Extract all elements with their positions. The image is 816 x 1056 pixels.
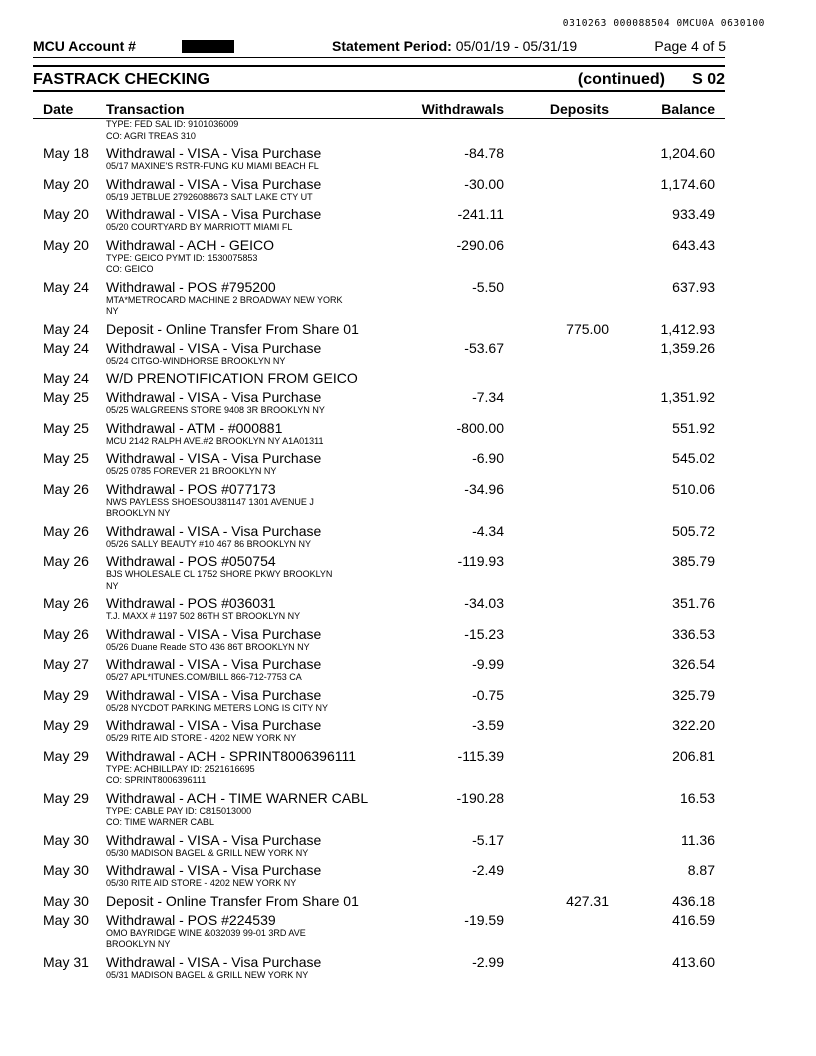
transaction-withdrawal: -800.00 [456,419,504,436]
transaction-description: W/D PRENOTIFICATION FROM GEICO [106,370,358,386]
transaction-withdrawal: -15.23 [464,625,504,642]
transaction-detail-line: 05/24 CITGO-WINDHORSE BROOKLYN NY [106,355,286,366]
transaction-detail-line: 05/26 Duane Reade STO 436 86T BROOKLYN NY [106,641,310,652]
transaction-balance: 1,412.93 [660,320,715,337]
transaction-description: Withdrawal - VISA - Visa Purchase [106,450,322,466]
transaction-date: May 18 [43,145,89,161]
transaction-balance: 1,174.60 [660,175,715,192]
transaction-date: May 29 [43,789,89,806]
transaction-main-line [0,550,816,569]
transaction-row [0,745,816,787]
account-label: MCU Account # [33,38,136,54]
transaction-main-line [0,234,816,253]
transaction-description: Withdrawal - VISA - Visa Purchase [106,717,322,733]
transaction-detail-line: CO: GEICO [106,264,154,274]
transaction-description: Withdrawal - VISA - Visa Purchase [106,389,322,405]
transaction-balance: 206.81 [672,747,715,764]
transaction-row [0,386,816,417]
transaction-date: May 24 [43,320,89,337]
transaction-row [0,829,816,860]
transaction-withdrawal: -241.11 [457,206,504,222]
transaction-detail-line: 05/25 0785 FOREVER 21 BROOKLYN NY [106,466,277,476]
transaction-row [0,653,816,684]
transaction-date: May 27 [43,656,89,672]
transaction-row [0,623,816,654]
transaction-balance: 643.43 [672,236,715,253]
transaction-withdrawal: -19.59 [464,911,504,928]
transaction-main-line [0,337,816,356]
transaction-withdrawal: -0.75 [472,686,504,703]
column-header-balance: Balance [661,101,715,117]
transaction-detail-line: NY [106,580,119,591]
transaction-balance: 11.36 [681,831,715,848]
transaction-row [0,142,816,173]
transaction-description: Withdrawal - VISA - Visa Purchase [106,656,322,672]
transaction-balance: 8.87 [687,862,715,878]
transaction-balance: 1,359.26 [660,339,715,356]
transaction-main-line [0,623,816,642]
transaction-balance: 336.53 [672,625,715,642]
transaction-row [0,787,816,829]
transaction-date: May 26 [43,480,89,497]
transaction-balance: 16.53 [679,789,715,806]
transaction-row [0,478,816,520]
transaction-description: Withdrawal - VISA - Visa Purchase [106,339,322,356]
transaction-withdrawal: -2.99 [472,953,504,970]
transaction-date: May 24 [43,339,89,356]
transaction-row [0,173,816,204]
transaction-detail-line: 05/30 MADISON BAGEL & GRILL NEW YORK NY [106,847,309,858]
transaction-main-line [0,520,816,539]
transaction-detail-line: NWS PAYLESS SHOESOU381147 1301 AVENUE J [106,496,314,507]
transaction-description: Withdrawal - ACH - SPRINT8006396111 [106,747,357,764]
section-code: S 02 [692,71,725,88]
transaction-main-line [0,829,816,848]
transaction-withdrawal: -119.93 [457,553,504,569]
transaction-main-line [0,592,816,611]
transaction-withdrawal: -4.34 [472,522,504,539]
transaction-description: Withdrawal - POS #077173 [106,480,276,497]
transaction-withdrawal: -3.59 [472,717,504,733]
transaction-row [0,550,816,592]
transaction-balance: 351.76 [672,595,715,611]
transaction-detail-line: TYPE: CABLE PAY ID: C815013000 [106,805,252,816]
transaction-withdrawal: -5.17 [472,831,504,848]
transaction-main-line [0,787,816,806]
header-divider [33,57,725,58]
section-top-divider [33,65,725,67]
transaction-withdrawal: -190.28 [456,789,504,806]
transaction-row [0,714,816,745]
transaction-detail-line: BJS WHOLESALE CL 1752 SHORE PKWY BROOKLYN [106,569,333,579]
transaction-deposit: 775.00 [566,320,609,337]
transaction-detail-line: 05/19 JETBLUE 27926088673 SALT LAKE CTY UT [106,191,313,202]
transaction-balance: 637.93 [672,278,715,295]
transaction-detail-line: 05/27 APL*ITUNES.COM/BILL 866-712-7753 CA [106,672,302,682]
transaction-main-line [0,276,816,295]
transaction-balance: 416.59 [672,911,715,928]
transaction-main-line [0,478,816,497]
transaction-detail-line: 05/25 WALGREENS STORE 9408 3R BROOKLYN NY [106,405,325,415]
transaction-row [0,890,816,909]
transaction-row [0,203,816,234]
carryover-detail-line: TYPE: FED SAL ID: 9101036009 [106,119,239,129]
transaction-description: Withdrawal - POS #795200 [106,278,276,295]
transaction-detail-line: 05/26 SALLY BEAUTY #10 467 86 BROOKLYN NY [106,538,311,549]
transaction-detail-line: 05/20 COURTYARD BY MARRIOTT MIAMI FL [106,222,293,232]
transaction-balance: 413.60 [672,953,715,970]
transaction-detail-line: BROOKLYN NY [106,508,171,518]
transaction-row [0,684,816,715]
transaction-balance: 510.06 [672,480,715,497]
transaction-date: May 26 [43,625,89,642]
transaction-withdrawal: -7.34 [472,389,504,405]
transaction-description: Withdrawal - VISA - Visa Purchase [106,175,322,192]
transaction-detail-line: OMO BAYRIDGE WINE &032039 99-01 3RD AVE [106,927,306,938]
transaction-description: Deposit - Online Transfer From Share 01 [106,320,359,337]
transaction-main-line [0,386,816,405]
statement-period-label: Statement Period: [332,38,452,54]
column-header-date: Date [43,101,74,117]
transaction-withdrawal: -53.67 [464,339,504,356]
transaction-date: May 31 [43,953,89,970]
transaction-row [0,520,816,551]
transaction-date: May 24 [43,370,89,386]
transaction-withdrawal: -34.03 [464,595,504,611]
transaction-row [0,859,816,890]
transaction-row [0,318,816,337]
transaction-description: Withdrawal - POS #050754 [106,553,276,569]
transaction-balance: 1,351.92 [660,389,715,405]
transaction-withdrawal: -115.39 [457,747,504,764]
transaction-description: Withdrawal - VISA - Visa Purchase [106,522,322,539]
transaction-main-line [0,909,816,928]
transaction-withdrawal: -2.49 [472,862,504,878]
transaction-withdrawal: -34.96 [464,480,504,497]
transaction-date: May 30 [43,892,89,909]
transaction-balance: 385.79 [672,553,715,569]
transaction-detail-line: 05/29 RITE AID STORE - 4202 NEW YORK NY [106,733,297,743]
transaction-withdrawal: -290.06 [456,236,504,253]
transaction-detail-line: 05/17 MAXINE'S RSTR-FUNG KU MIAMI BEACH FL [106,161,319,171]
transaction-date: May 26 [43,595,89,611]
transaction-description: Withdrawal - ACH - GEICO [106,236,275,253]
transaction-row [0,234,816,276]
transaction-date: May 25 [43,450,89,466]
transaction-date: May 20 [43,175,89,192]
transaction-main-line [0,203,816,222]
transaction-description: Withdrawal - POS #224539 [106,911,276,928]
transaction-date: May 20 [43,236,89,253]
transaction-detail-line: T.J. MAXX # 1197 502 86TH ST BROOKLYN NY [106,611,301,621]
transaction-row [0,276,816,318]
transaction-row [0,367,816,386]
transaction-main-line [0,653,816,672]
column-header-withdrawals: Withdrawals [421,101,504,117]
transaction-main-line [0,367,816,386]
transaction-main-line [0,318,816,337]
carryover-detail-line: CO: AGRI TREAS 310 [106,130,196,141]
transaction-list [0,119,816,981]
transaction-main-line [0,447,816,466]
transaction-row [0,417,816,448]
transaction-description: Withdrawal - VISA - Visa Purchase [106,831,322,848]
transaction-detail-line: 05/31 MADISON BAGEL & GRILL NEW YORK NY [106,969,309,980]
transaction-main-line [0,859,816,878]
transaction-detail-line: MCU 2142 RALPH AVE.#2 BROOKLYN NY A1A01311 [106,435,324,446]
transaction-row [0,592,816,623]
transaction-detail-line: CO: TIME WARNER CABL [106,817,215,827]
transaction-row [0,909,816,951]
transaction-balance: 933.49 [672,206,715,222]
redacted-account-number [182,40,234,53]
column-header-transaction: Transaction [106,101,185,117]
transaction-date: May 30 [43,831,89,848]
transaction-description: Deposit - Online Transfer From Share 01 [106,892,359,909]
transaction-balance: 322.20 [672,717,715,733]
transaction-description: Withdrawal - POS #036031 [106,595,276,611]
statement-period-value: 05/01/19 - 05/31/19 [455,38,578,54]
transaction-date: May 29 [43,747,89,764]
transaction-date: May 26 [43,522,89,539]
transaction-detail-line: BROOKLYN NY [106,939,171,949]
transaction-balance: 1,204.60 [660,145,715,161]
transaction-detail-line: 05/30 RITE AID STORE - 4202 NEW YORK NY [106,878,297,888]
transaction-main-line [0,173,816,192]
transaction-description: Withdrawal - VISA - Visa Purchase [106,686,322,703]
transaction-balance: 325.79 [672,686,715,703]
transaction-withdrawal: -6.90 [472,450,504,466]
transaction-detail-line: MTA*METROCARD MACHINE 2 BROADWAY NEW YORK [106,294,343,305]
transaction-date: May 29 [43,717,89,733]
transaction-date: May 26 [43,553,89,569]
transaction-withdrawal: -84.78 [464,145,504,161]
transaction-main-line [0,417,816,436]
transaction-main-line [0,951,816,970]
transaction-main-line [0,890,816,909]
transaction-description: Withdrawal - ATM - #000881 [106,419,283,436]
transaction-description: Withdrawal - VISA - Visa Purchase [106,953,322,970]
statement-period [332,38,577,54]
transaction-balance: 436.18 [672,892,715,909]
carryover-details [0,119,816,142]
transaction-main-line [0,714,816,733]
section-continued: (continued) [577,71,665,88]
transaction-date: May 24 [43,278,89,295]
transaction-main-line [0,684,816,703]
section-title: FASTRACK CHECKING [33,71,210,88]
transaction-balance: 551.92 [672,419,715,436]
transaction-detail-line: TYPE: GEICO PYMT ID: 1530075853 [106,252,258,263]
page-number: Page 4 of 5 [654,38,726,54]
micr-line: 0310263 000088504 0MCU0A 0630100 [562,18,765,29]
transaction-detail-line: CO: SPRINT8006396111 [106,775,207,785]
transaction-main-line [0,142,816,161]
transaction-balance: 326.54 [672,656,715,672]
transaction-date: May 29 [43,686,89,703]
transaction-deposit: 427.31 [566,892,609,909]
section-bottom-divider [33,90,725,92]
transaction-date: May 25 [43,419,89,436]
transaction-description: Withdrawal - VISA - Visa Purchase [106,862,322,878]
transaction-balance: 505.72 [672,522,715,539]
transaction-description: Withdrawal - VISA - Visa Purchase [106,145,322,161]
transaction-date: May 25 [43,389,89,405]
transaction-row [0,951,816,982]
transaction-main-line [0,745,816,764]
column-header-deposits: Deposits [549,101,609,117]
transaction-row [0,337,816,368]
transaction-balance: 545.02 [672,450,715,466]
transaction-description: Withdrawal - ACH - TIME WARNER CABL [106,789,369,806]
transaction-withdrawal: -30.00 [464,175,504,192]
transaction-date: May 30 [43,862,89,878]
transaction-detail-line: 05/28 NYCDOT PARKING METERS LONG IS CITY NY [106,702,329,713]
transaction-withdrawal: -5.50 [472,278,504,295]
transaction-date: May 30 [43,911,89,928]
transaction-withdrawal: -9.99 [472,656,504,672]
transaction-description: Withdrawal - VISA - Visa Purchase [106,206,322,222]
transaction-detail-line: NY [106,306,119,316]
transaction-row [0,447,816,478]
transaction-date: May 20 [43,206,89,222]
transaction-description: Withdrawal - VISA - Visa Purchase [106,625,322,642]
transaction-detail-line: TYPE: ACHBILLPAY ID: 2521616695 [106,763,255,774]
